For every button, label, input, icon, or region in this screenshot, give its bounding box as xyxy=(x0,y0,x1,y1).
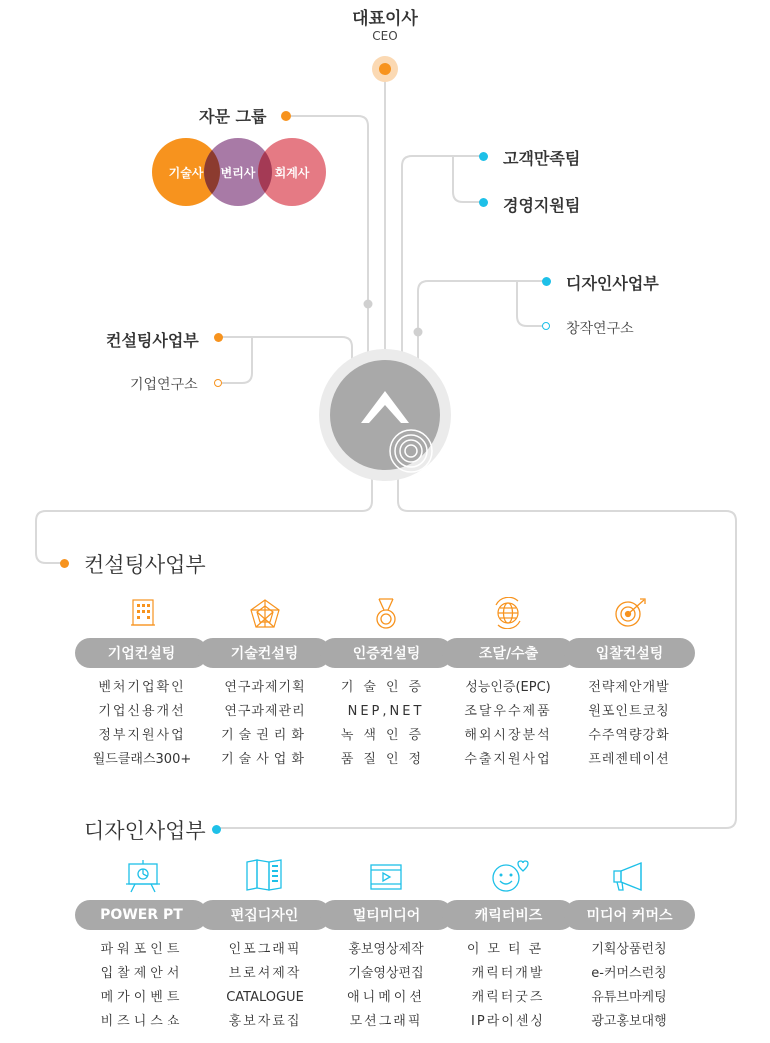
medal-icon xyxy=(374,597,398,631)
design-tab-character: 캐릭터비즈 xyxy=(442,900,575,930)
list-item: 유튜브마케팅 xyxy=(591,990,667,1005)
list-item: 녹색인증 xyxy=(340,728,432,743)
list-item: 해외시장분석 xyxy=(464,728,552,743)
presentation-board-icon xyxy=(125,859,161,893)
design-tab-media-commerce: 미디어 커머스 xyxy=(564,900,695,930)
consulting-section-dot xyxy=(60,559,69,568)
advisory-title: 자문 그룹 xyxy=(199,107,267,126)
list-item: 품질인정 xyxy=(340,752,432,767)
list-item: 정부지원사업 xyxy=(98,728,186,743)
consulting-section-title: 컨설팅사업부 xyxy=(84,553,206,577)
design-top-dot xyxy=(542,277,551,286)
svg-text:변리사: 변리사 xyxy=(220,166,256,180)
list-item: 애니메이션 xyxy=(347,990,425,1005)
list-item: 이모티콘 xyxy=(466,942,550,957)
list-item: 기업신용개선 xyxy=(98,704,186,719)
design-tab-editorial: 편집디자인 xyxy=(198,900,331,930)
list-item: 월드클래스300+ xyxy=(92,752,192,767)
advisory-overlap xyxy=(0,0,770,260)
megaphone-icon xyxy=(611,861,647,893)
design-list-editorial xyxy=(205,938,325,1034)
design-tab-multimedia: 멀티미디어 xyxy=(320,900,453,930)
consulting-tab-certification: 인증컨설팅 xyxy=(320,638,453,668)
list-item: 성능인증(EPC) xyxy=(465,680,551,695)
list-item: 수주역량강화 xyxy=(588,728,670,743)
management-team-dot xyxy=(479,198,488,207)
brochure-icon xyxy=(245,859,283,891)
center-logo xyxy=(319,349,451,481)
design-list-character xyxy=(448,938,568,1034)
list-item: 연구과제관리 xyxy=(224,704,306,719)
list-item: NEP,NET xyxy=(347,704,425,719)
company-lab-dot xyxy=(214,379,222,387)
list-item: 입찰제안서 xyxy=(100,966,184,981)
design-list-multimedia xyxy=(326,938,446,1034)
network-pentagon-icon xyxy=(249,598,281,630)
list-item: 원포인트코칭 xyxy=(588,704,670,719)
list-item: 기술인증 xyxy=(340,680,432,695)
consulting-list-corporate xyxy=(82,676,202,772)
list-item: CATALOGUE xyxy=(226,990,304,1005)
smiley-heart-icon xyxy=(489,857,531,893)
list-item: IP라이센싱 xyxy=(471,1014,545,1029)
consulting-tab-procurement: 조달/수출 xyxy=(442,638,575,668)
list-item: 파워포인트 xyxy=(100,942,184,957)
consulting-list-procurement xyxy=(448,676,568,772)
svg-text:기술사: 기술사 xyxy=(168,166,204,180)
list-item: 광고홍보대행 xyxy=(591,1014,667,1029)
design-lab-label: 창작연구소 xyxy=(566,321,634,337)
consulting-list-technology xyxy=(205,676,325,772)
ceo-title: 대표이사 xyxy=(352,9,418,29)
customer-team-dot xyxy=(479,152,488,161)
list-item: 조달우수제품 xyxy=(464,704,552,719)
design-list-media-commerce xyxy=(569,938,689,1034)
list-item: 비즈니스쇼 xyxy=(100,1014,184,1029)
target-icon xyxy=(614,597,648,629)
globe-icon xyxy=(492,597,524,629)
list-item: 기획상품런칭 xyxy=(591,942,667,957)
svg-text:회계사: 회계사 xyxy=(274,166,310,180)
design-section-dot xyxy=(212,825,221,834)
consulting-top-dot xyxy=(214,333,223,342)
consulting-tab-technology: 기술컨설팅 xyxy=(198,638,331,668)
consulting-top-title: 컨설팅사업부 xyxy=(106,331,199,350)
list-item: 메가이벤트 xyxy=(100,990,184,1005)
design-section-title: 디자인사업부 xyxy=(84,819,206,843)
list-item: 인포그래픽 xyxy=(228,942,302,957)
logo-mark-icon xyxy=(319,349,451,481)
list-item: 캐릭터개발 xyxy=(471,966,545,981)
design-tab-powerpoint: POWER PT xyxy=(75,900,208,930)
list-item: 홍보자료집 xyxy=(228,1014,302,1029)
list-item: e-커머스런칭 xyxy=(591,966,667,981)
list-item: 캐릭터굿즈 xyxy=(471,990,545,1005)
list-item: 전략제안개발 xyxy=(588,680,670,695)
list-item: 프레젠테이션 xyxy=(588,752,670,767)
list-item: 브로셔제작 xyxy=(228,966,302,981)
consulting-list-bidding xyxy=(569,676,689,772)
design-lab-dot xyxy=(542,322,550,330)
list-item: 연구과제기획 xyxy=(224,680,306,695)
consulting-tab-corporate: 기업컨설팅 xyxy=(75,638,208,668)
ceo-subtitle: CEO xyxy=(372,29,398,43)
building-icon xyxy=(131,598,155,628)
list-item: 기술영상편집 xyxy=(348,966,424,981)
list-item: 기술권리화 xyxy=(221,728,309,743)
video-play-icon xyxy=(369,863,403,891)
list-item: 기술사업화 xyxy=(221,752,309,767)
consulting-list-certification xyxy=(326,676,446,772)
company-lab-label: 기업연구소 xyxy=(130,377,198,393)
list-item: 벤처기업확인 xyxy=(98,680,186,695)
list-item: 모션그래픽 xyxy=(349,1014,423,1029)
customer-team-label: 고객만족팀 xyxy=(503,149,581,168)
list-item: 수출지원사업 xyxy=(464,752,552,767)
consulting-tab-bidding: 입찰컨설팅 xyxy=(564,638,695,668)
management-team-label: 경영지원팀 xyxy=(503,196,581,215)
design-top-title: 디자인사업부 xyxy=(566,274,659,293)
list-item: 홍보영상제작 xyxy=(348,942,424,957)
design-list-powerpoint xyxy=(82,938,202,1034)
